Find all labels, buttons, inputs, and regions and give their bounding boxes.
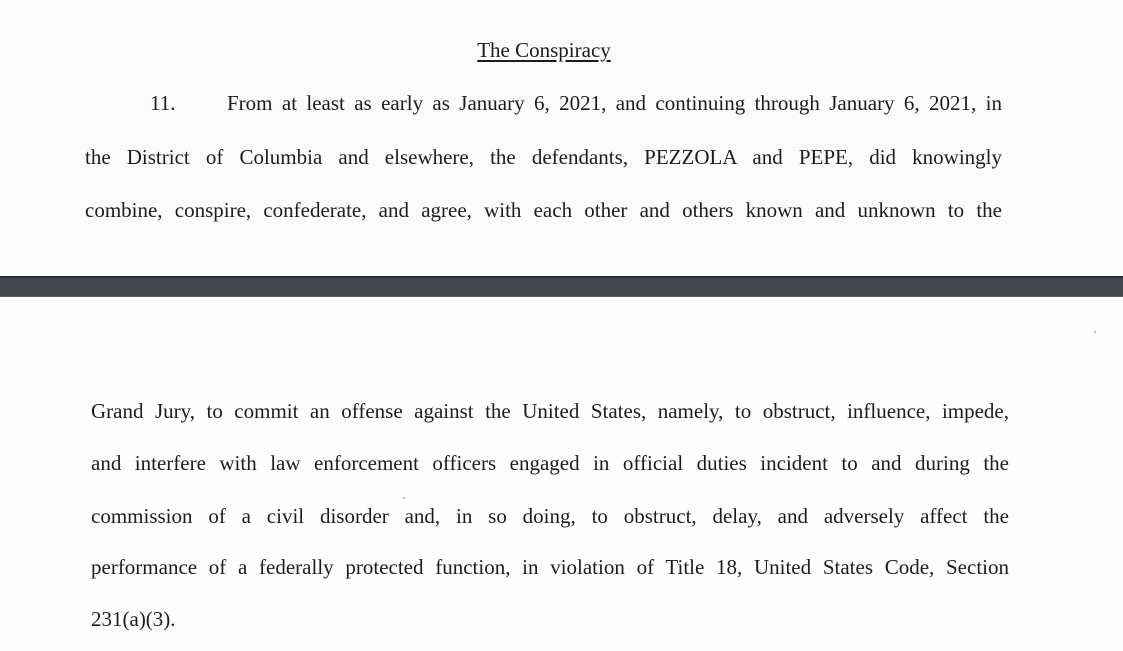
paragraph-text-line: From at least as early as January 6, 2021, and continuing through January 6, 2021, in bbox=[227, 91, 1002, 115]
paragraph-text-line: 231(a)(3). bbox=[91, 607, 176, 631]
page-divider-bar bbox=[0, 276, 1123, 297]
paragraph-text-line: performance of a federally protected function, in violation of Title 18, United States Code, Section bbox=[91, 555, 1009, 579]
document-page-top bbox=[0, 0, 1123, 276]
paragraph-text-line: combine, conspire, confederate, and agree, with each other and others known and unknown to the bbox=[85, 198, 1002, 222]
paragraph-text-line: the District of Columbia and elsewhere, the defendants, PEZZOLA and PEPE, did knowingly bbox=[85, 145, 1002, 169]
cropped-text-residue bbox=[258, 0, 678, 2]
paragraph-number: 11. bbox=[150, 91, 176, 115]
paragraph-text-line: and interfere with law enforcement officers engaged in official duties incident to and during the bbox=[91, 451, 1009, 475]
paragraph-line-1 bbox=[150, 93, 1002, 114]
paragraph-text-line: commission of a civil disorder and, in so doing, to obstruct, delay, and adversely affect the bbox=[91, 504, 1009, 528]
scan-speck bbox=[403, 497, 405, 499]
section-heading: The Conspiracy bbox=[477, 38, 611, 62]
scan-speck bbox=[1094, 331, 1096, 333]
paragraph-text-line: Grand Jury, to commit an offense against the United States, namely, to obstruct, influence, impede, bbox=[91, 399, 1009, 423]
